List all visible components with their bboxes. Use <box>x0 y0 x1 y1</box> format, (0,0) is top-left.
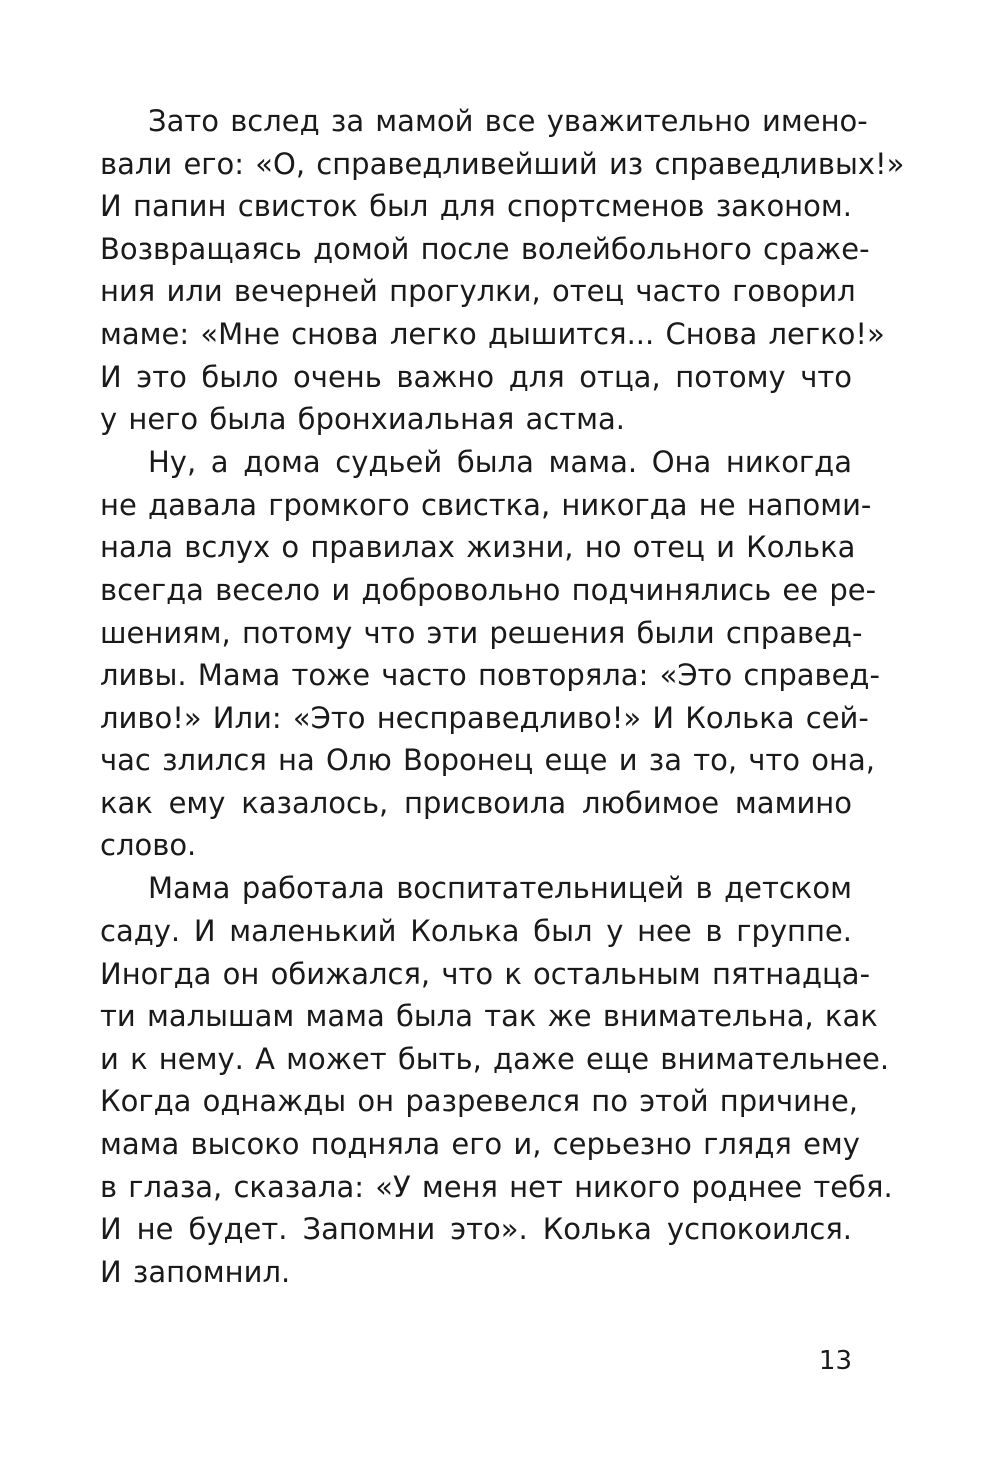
text-line: не давала громкого свистка, никогда не напоми- <box>100 487 872 522</box>
text-line: и к нему. А может быть, даже еще внимательнее. <box>100 1041 890 1076</box>
text-line: слово. <box>100 828 197 863</box>
text-line: ния или вечерней прогулки, отец часто говорил <box>100 274 856 309</box>
text-line: маме: «Мне снова легко дышится... Снова легко!» <box>100 316 885 351</box>
text-line: Мама работала воспитательницей в детском <box>148 871 852 906</box>
text-line: шениям, потому что эти решения были справед- <box>100 615 863 650</box>
text-line: нала вслух о правилах жизни, но отец и Колька <box>100 530 856 565</box>
text-line: И запомнил. <box>100 1254 291 1289</box>
text-line: Иногда он обижался, что к остальным пятнадца- <box>100 956 871 991</box>
text-line: саду. И маленький Колька был у нее в группе. <box>100 914 852 949</box>
text-line: И это было очень важно для отца, потому что <box>100 359 852 394</box>
text-line: у него была бронхиальная астма. <box>100 402 625 437</box>
text-line: И папин свисток был для спортсменов законом. <box>100 189 852 224</box>
text-line: Ну, а дома судьей была мама. Она никогда <box>148 445 852 480</box>
text-line: Зато вслед за мамой все уважительно имено- <box>148 104 868 138</box>
text-line: ти малышам мама была так же внимательна, как <box>100 999 878 1034</box>
paragraph-1 <box>100 100 905 441</box>
text-line: как ему казалось, присвоила любимое мамино <box>100 785 852 820</box>
text-line: час злился на Олю Воронец еще и за то, что она, <box>100 743 875 778</box>
text-line: Когда однажды он разревелся по этой причине, <box>100 1084 859 1119</box>
text-line: И не будет. Запомни это». Колька успокоился. <box>100 1212 852 1247</box>
paragraph-2 <box>100 441 880 867</box>
body-text <box>100 100 905 1293</box>
text-line: ливо!» Или: «Это несправедливо!» И Колька сей- <box>100 700 869 735</box>
page-number: 13 <box>818 1346 852 1376</box>
text-line: мама высоко подняла его и, серьезно глядя ему <box>100 1127 860 1162</box>
text-line: в глаза, сказала: «У меня нет никого роднее тебя. <box>100 1169 893 1204</box>
paragraph-3 <box>100 867 893 1293</box>
text-line: Возвращаясь домой после волейбольного сраже- <box>100 231 870 266</box>
text-line: всегда весело и добровольно подчинялись ее ре- <box>100 572 877 607</box>
text-line: ливы. Мама тоже часто повторяла: «Это справед- <box>100 658 880 693</box>
text-line: вали его: «О, справедливейший из справедливых!» <box>100 146 905 181</box>
